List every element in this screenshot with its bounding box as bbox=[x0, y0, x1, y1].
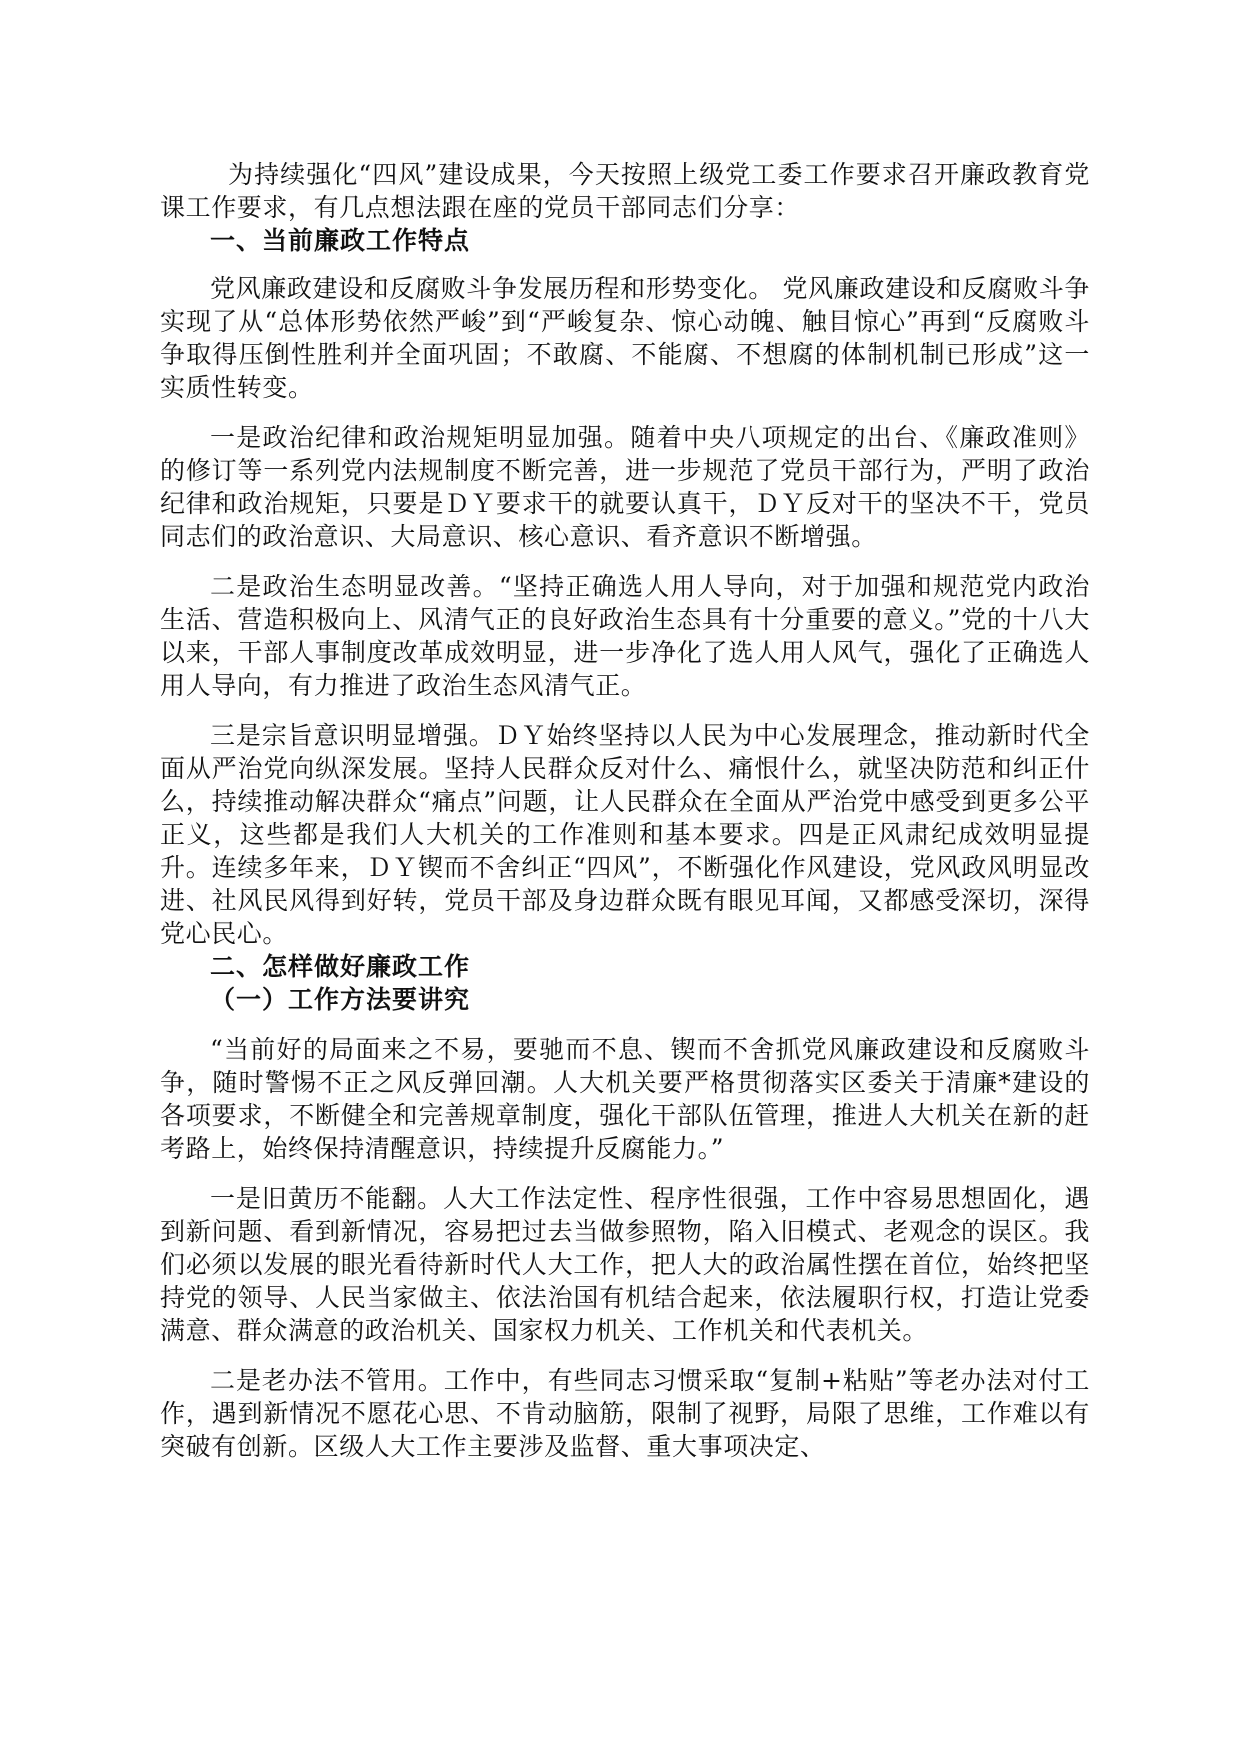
body-paragraph: 一是旧黄历不能翻。人大工作法定性、程序性很强，工作中容易思想固化，遇到新问题、看到新情况，容易把过去当做参照物，陷入旧模式、老观念的误区。我们必须以发展的眼光看待新时代人大工作，把人大的政治属性摆在首位，始终把坚持党的领导、人民当家做主、依法治国有机结合起来，依法履职行权，打造让党委满意、群众满意的政治机关、国家权力机关、工作机关和代表机关。 bbox=[160, 1184, 1090, 1345]
subsection-heading-1: （一）工作方法要讲究 bbox=[210, 985, 471, 1014]
document-page bbox=[160, 158, 1090, 1463]
body-paragraph: 三是宗旨意识明显增强。ＤＹ始终坚持以人民为中心发展理念，推动新时代全面从严治党向纵深发展。坚持人民群众反对什么、痛恨什么，就坚决防范和纠正什么，持续推动解决群众“痛点”问题，让人民群众在全面从严治党中感受到更多公平正义，这些都是我们人大机关的工作准则和基本要求。四是正风肃纪成效明显提升。连续多年来，ＤＹ锲而不舍纠正“四风”，不断强化作风建设，党风政风明显改进、社风民风得到好转，党员干部及身边群众既有眼见耳闻，又都感受深切，深得党心民心。 bbox=[160, 721, 1090, 948]
intro-paragraph: 为持续强化“四风”建设成果，今天按照上级党工委工作要求召开廉政教育党课工作要求，有几点想法跟在座的党员干部同志们分享： bbox=[160, 160, 1090, 222]
body-paragraph: 一是政治纪律和政治规矩明显加强。随着中央八项规定的出台、《廉政准则》的修订等一系列党内法规制度不断完善，进一步规范了党员干部行为，严明了政治纪律和政治规矩，只要是ＤＹ要求干的就要认真干，ＤＹ反对干的坚决不干，党员同志们的政治意识、大局意识、核心意识、看齐意识不断增强。 bbox=[160, 423, 1090, 551]
body-paragraph: 二是政治生态明显改善。“坚持正确选人用人导向，对于加强和规范党内政治生活、营造积极向上、风清气正的良好政治生态具有十分重要的意义。”党的十八大以来，干部人事制度改革成效明显，进一步净化了选人用人风气，强化了正确选人用人导向，有力推进了政治生态风清气正。 bbox=[160, 572, 1090, 700]
section-heading-1: 一、当前廉政工作特点 bbox=[210, 226, 471, 255]
body-paragraph: 党风廉政建设和反腐败斗争发展历程和形势变化。 党风廉政建设和反腐败斗争实现了从“总体形势依然严峻”到“严峻复杂、惊心动魄、触目惊心”再到“反腐败斗争取得压倒性胜利并全面巩固；不敢腐、不能腐、不想腐的体制机制已形成”这一实质性转变。 bbox=[160, 274, 1090, 402]
body-paragraph: 二是老办法不管用。工作中，有些同志习惯采取“复制+粘贴”等老办法对付工作，遇到新情况不愿花心思、不肯动脑筋，限制了视野，局限了思维，工作难以有突破有创新。区级人大工作主要涉及监督、重大事项决定、 bbox=[160, 1366, 1090, 1461]
section-heading-2: 二、怎样做好廉政工作 bbox=[210, 952, 471, 981]
body-paragraph: “当前好的局面来之不易，要驰而不息、锲而不舍抓党风廉政建设和反腐败斗争，随时警惕不正之风反弹回潮。人大机关要严格贯彻落实区委关于清廉*建设的各项要求，不断健全和完善规章制度，强化干部队伍管理，推进人大机关在新的赶考路上，始终保持清醒意识，持续提升反腐能力。” bbox=[160, 1035, 1090, 1163]
